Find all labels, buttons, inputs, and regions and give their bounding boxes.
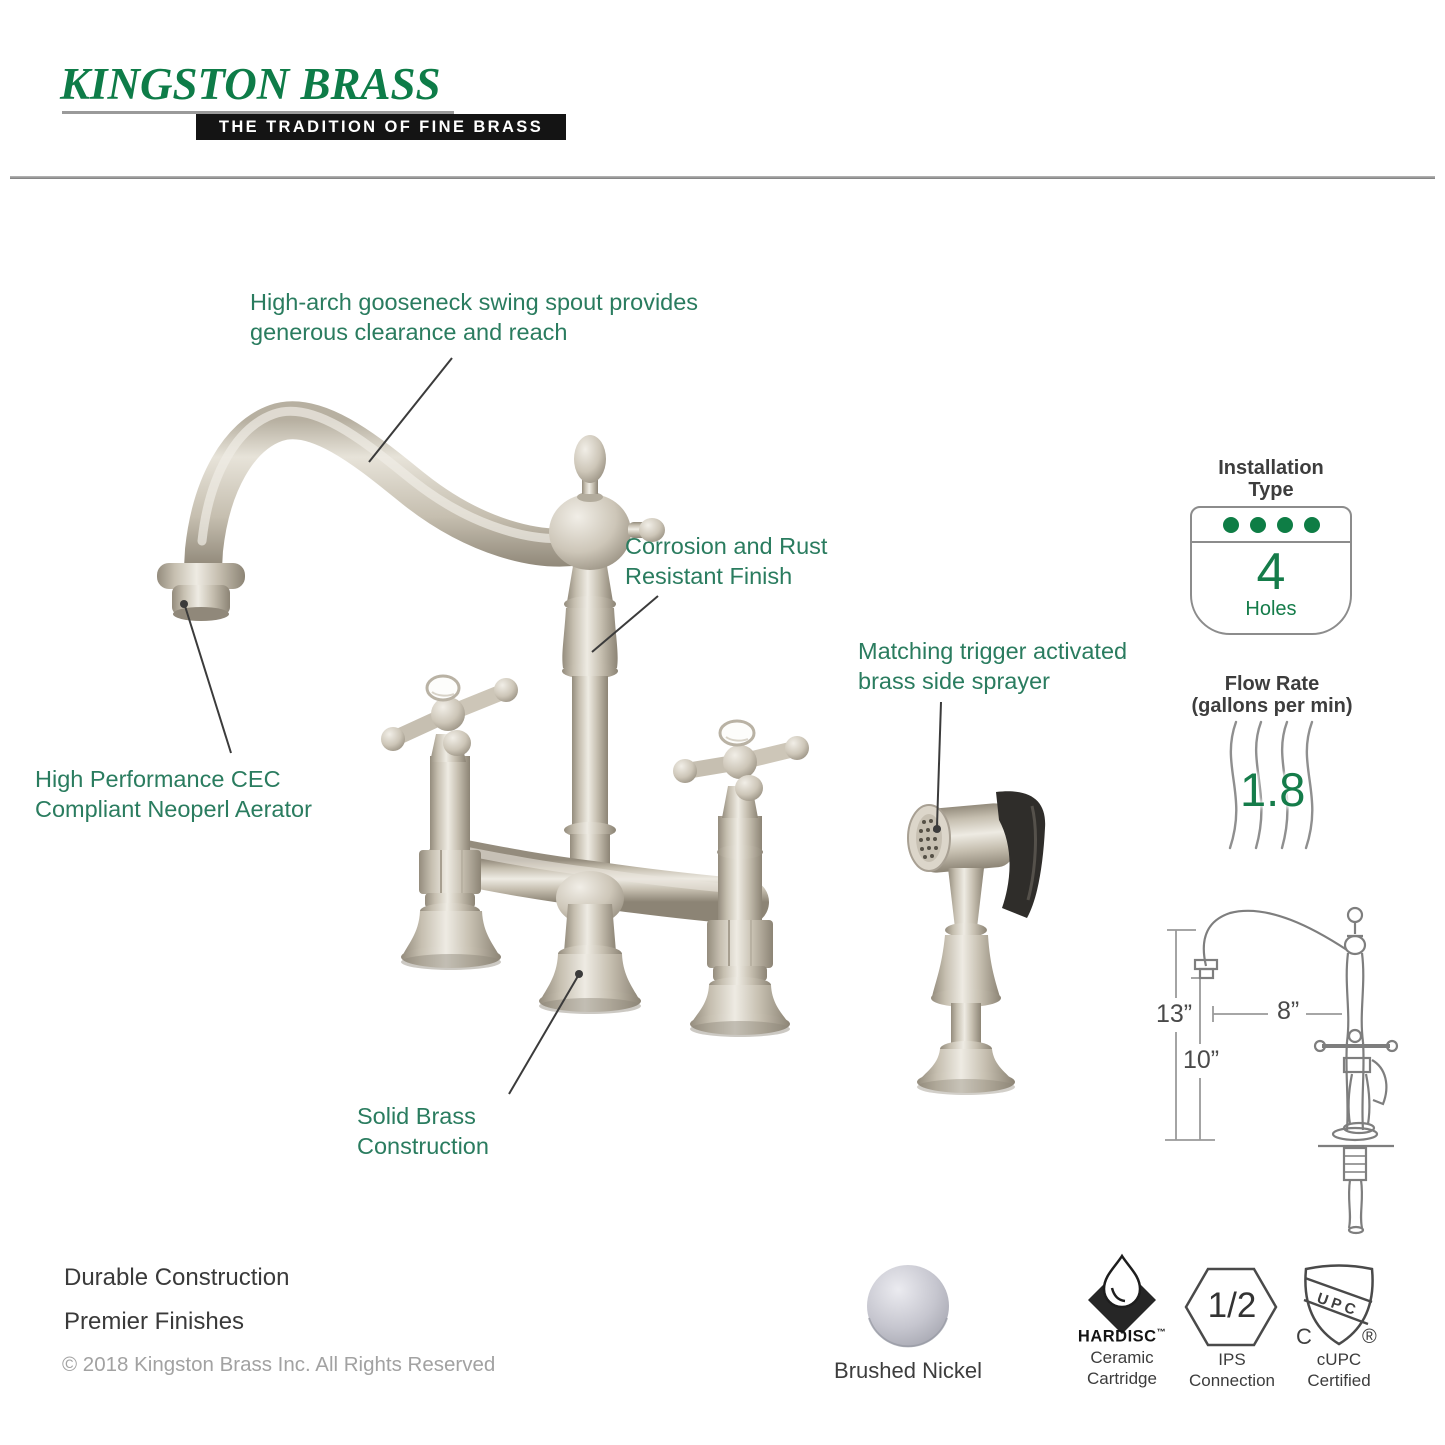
callout-sprayer — [858, 636, 1127, 696]
spec-title-line: Installation — [1218, 457, 1324, 479]
listing-caption — [1277, 1350, 1401, 1391]
cupc-prefix: C — [1296, 1324, 1312, 1349]
copyright-notice: © 2018 Kingston Brass Inc. All Rights Reserved — [62, 1353, 496, 1376]
brand-tagline: THE TRADITION OF FINE BRASS — [196, 114, 566, 140]
caption-line: Certified — [1307, 1370, 1371, 1390]
hardisc-wordmark: HARDISC — [1077, 1327, 1157, 1346]
callout-line: brass side sprayer — [858, 668, 1050, 694]
hole-dot — [1304, 517, 1320, 533]
spec-title-line: Type — [1248, 479, 1294, 501]
caption-line: Cartridge — [1087, 1368, 1157, 1388]
leader-sprayer — [937, 702, 941, 826]
flow-rate-value: 1.8 — [1240, 763, 1306, 816]
caption-line: Ceramic — [1090, 1348, 1154, 1367]
brand-logo: KINGSTON BRASS — [60, 59, 441, 109]
hole-dot — [1250, 517, 1266, 533]
caption-line: cUPC — [1316, 1350, 1362, 1369]
holes-unit: Holes — [1245, 598, 1297, 620]
leader-aerator — [185, 606, 231, 753]
hardisc-brand — [1060, 1327, 1184, 1347]
callout-line: Corrosion and Rust — [625, 533, 828, 559]
callout-line: High Performance CEC — [35, 766, 281, 792]
leader-spout — [369, 358, 452, 462]
callout-line: Compliant Neoperl Aerator — [35, 796, 312, 822]
dimension-clearance: 10” — [1183, 1046, 1220, 1074]
feature-premier: Premier Finishes — [64, 1308, 245, 1335]
left-cross-handle — [381, 676, 518, 762]
side-sprayer-photo — [908, 791, 1045, 1095]
flow-rate-title — [1186, 673, 1358, 717]
gooseneck-spout — [203, 420, 598, 568]
trademark-symbol: ™ — [1156, 1327, 1167, 1337]
callout-line: Resistant Finish — [625, 563, 793, 589]
ips-size-value: 1/2 — [1207, 1286, 1257, 1325]
sink-hole-dots — [1192, 508, 1350, 543]
faucet-outline — [1195, 908, 1397, 1233]
leader-construction — [509, 976, 578, 1094]
callout-spout — [250, 287, 698, 347]
faucet-photo — [157, 411, 809, 1037]
caption-line: IPS — [1218, 1350, 1246, 1369]
dimension-height: 13” — [1156, 1000, 1193, 1028]
callout-construction — [357, 1101, 489, 1161]
brushed-nickel-dome-icon — [867, 1265, 949, 1347]
callout-line: Construction — [357, 1133, 489, 1159]
header-divider — [10, 176, 1435, 179]
callout-line: Matching trigger activated — [858, 638, 1128, 664]
spec-title-line: Flow Rate — [1224, 673, 1320, 695]
callout-aerator — [35, 764, 312, 824]
finish-swatch-label: Brushed Nickel — [834, 1358, 982, 1383]
callout-line: Solid Brass — [357, 1103, 476, 1129]
right-cross-handle — [673, 721, 809, 818]
aerator-tip — [157, 563, 245, 621]
dimension-reach: 8” — [1277, 997, 1300, 1025]
cartridge-caption — [1060, 1348, 1184, 1389]
dimension-lines — [1165, 930, 1342, 1140]
right-leg — [690, 816, 790, 1037]
hole-dot — [1223, 517, 1239, 533]
registered-symbol: ® — [1362, 1326, 1377, 1348]
feature-durable: Durable Construction — [64, 1264, 290, 1291]
callout-line: generous clearance and reach — [250, 319, 568, 345]
callout-finish — [625, 531, 827, 591]
sink-4-hole-icon — [1190, 506, 1352, 635]
diamond-waterdrop-icon — [1088, 1256, 1156, 1334]
centre-column — [562, 560, 618, 904]
connection-caption — [1170, 1350, 1294, 1391]
caption-line: Connection — [1188, 1370, 1275, 1390]
centre-base — [539, 904, 641, 1014]
installation-type-title — [1191, 457, 1351, 501]
hole-dot — [1277, 517, 1293, 533]
spec-title-line: (gallons per min) — [1191, 695, 1353, 717]
shield-band-text: UPC — [1314, 1289, 1362, 1321]
callout-line: High-arch gooseneck swing spout provides — [250, 289, 699, 315]
holes-count: 4 — [1256, 543, 1286, 601]
